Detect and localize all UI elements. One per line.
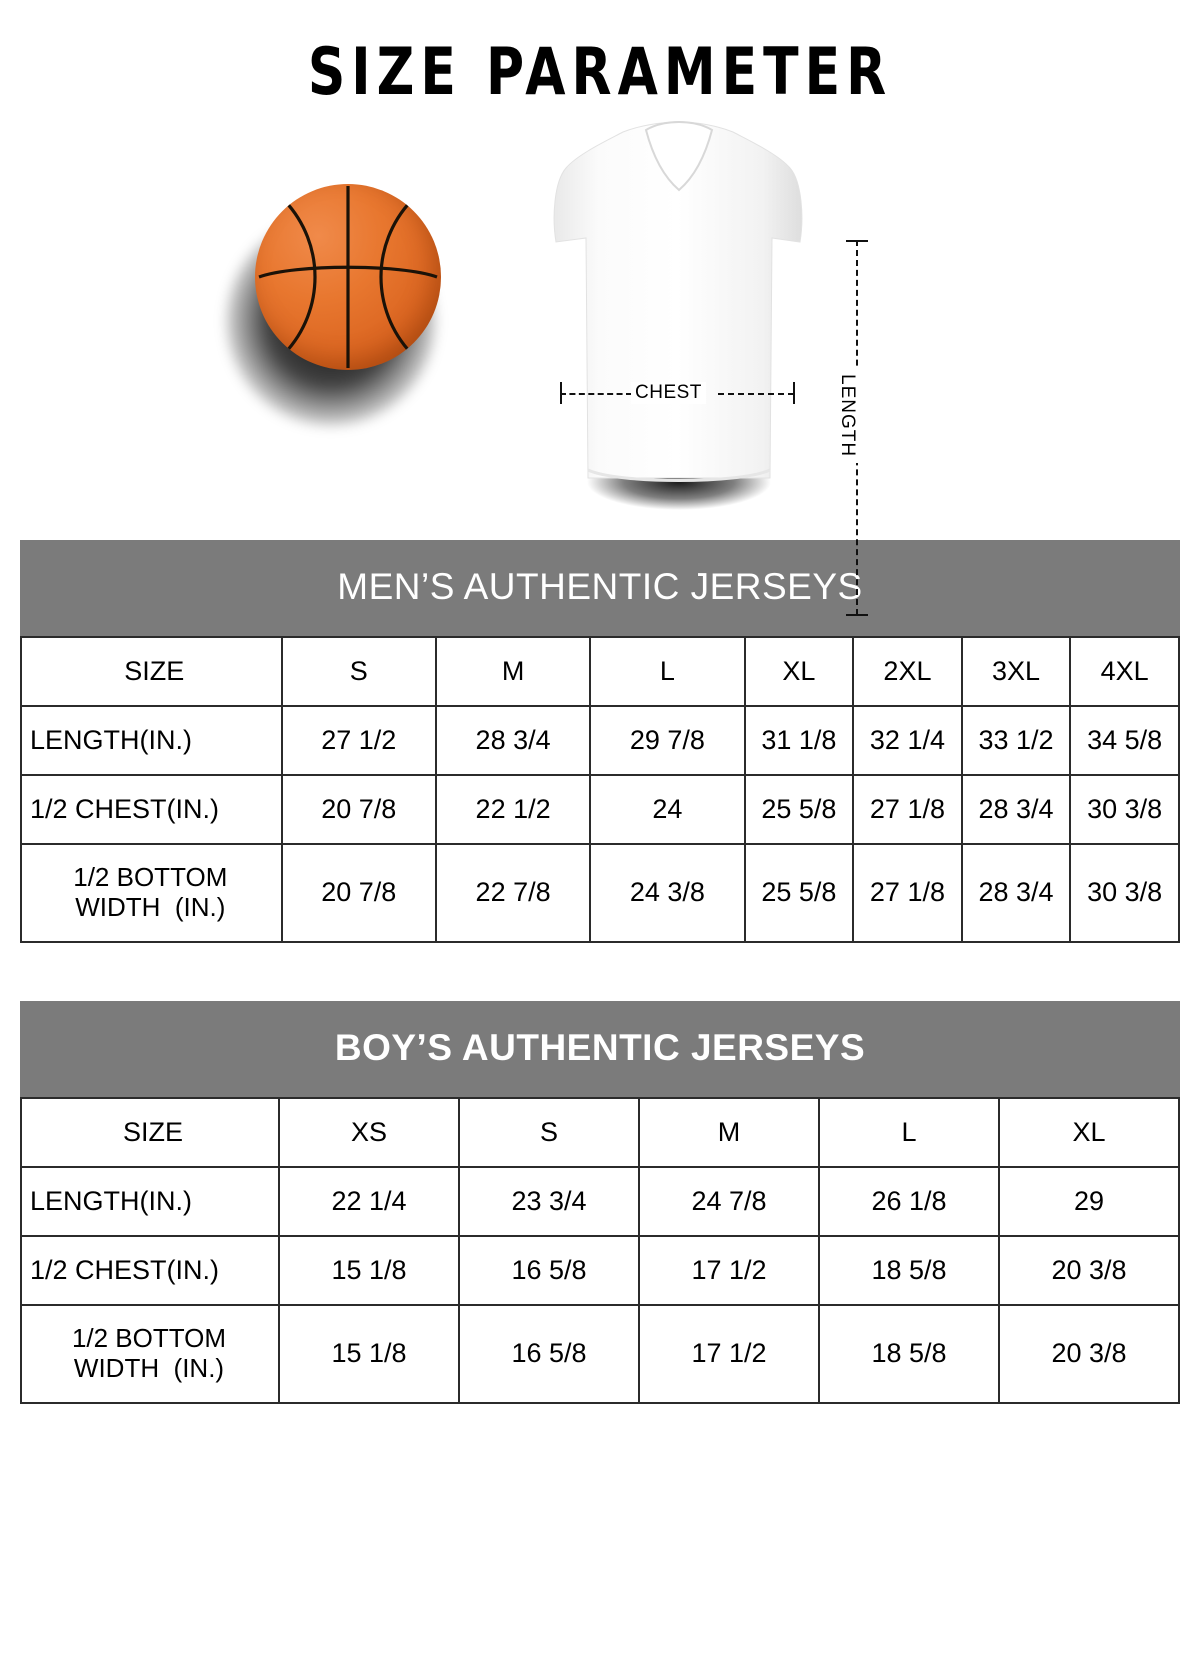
cell-bottom-xl: 25 5/8	[745, 844, 854, 942]
cell-length-s: 23 3/4	[459, 1167, 639, 1236]
basketball-illustration	[212, 170, 482, 440]
col-header-size: SIZE	[21, 1098, 279, 1167]
row-label-line1: 1/2 BOTTOM	[73, 862, 228, 892]
col-header-xl: XL	[999, 1098, 1179, 1167]
row-label-half-bottom-width	[21, 1305, 279, 1403]
chest-cap-right	[793, 382, 795, 404]
row-label-length: LENGTH(IN.)	[21, 706, 282, 775]
col-header-l: L	[590, 637, 744, 706]
cell-length-3xl: 33 1/2	[962, 706, 1071, 775]
cell-bottom-xs: 15 1/8	[279, 1305, 459, 1403]
jersey-shape-icon	[548, 110, 810, 510]
cell-bottom-4xl: 30 3/8	[1070, 844, 1179, 942]
page-title: SIZE PARAMETER	[307, 35, 893, 110]
cell-bottom-m: 17 1/2	[639, 1305, 819, 1403]
length-cap-bottom	[846, 614, 868, 616]
cell-chest-l: 18 5/8	[819, 1236, 999, 1305]
col-header-l: L	[819, 1098, 999, 1167]
cell-length-s: 27 1/2	[282, 706, 436, 775]
col-header-4xl: 4XL	[1070, 637, 1179, 706]
cell-bottom-s: 16 5/8	[459, 1305, 639, 1403]
mens-size-table	[20, 636, 1180, 943]
cell-bottom-xl: 20 3/8	[999, 1305, 1179, 1403]
col-header-xs: XS	[279, 1098, 459, 1167]
chest-line-right	[718, 393, 794, 395]
table-row	[21, 1167, 1179, 1236]
length-label: LENGTH	[836, 368, 858, 463]
cell-bottom-l: 24 3/8	[590, 844, 744, 942]
cell-chest-2xl: 27 1/8	[853, 775, 962, 844]
mens-table-block	[20, 540, 1180, 943]
col-header-m: M	[639, 1098, 819, 1167]
boys-table-block	[20, 1001, 1180, 1404]
cell-length-xl: 29	[999, 1167, 1179, 1236]
basketball-ball	[255, 184, 441, 370]
cell-bottom-2xl: 27 1/8	[853, 844, 962, 942]
cell-chest-s: 20 7/8	[282, 775, 436, 844]
cell-length-m: 28 3/4	[436, 706, 590, 775]
cell-bottom-l: 18 5/8	[819, 1305, 999, 1403]
row-label-line2: WIDTH (IN.)	[75, 891, 226, 922]
cell-length-l: 29 7/8	[590, 706, 744, 775]
col-header-m: M	[436, 637, 590, 706]
cell-length-l: 26 1/8	[819, 1167, 999, 1236]
cell-chest-4xl: 30 3/8	[1070, 775, 1179, 844]
col-header-2xl: 2XL	[853, 637, 962, 706]
chest-label: CHEST	[631, 382, 706, 404]
cell-chest-l: 24	[590, 775, 744, 844]
cell-chest-xl: 20 3/8	[999, 1236, 1179, 1305]
cell-length-4xl: 34 5/8	[1070, 706, 1179, 775]
cell-chest-m: 22 1/2	[436, 775, 590, 844]
table-row	[21, 775, 1179, 844]
cell-chest-m: 17 1/2	[639, 1236, 819, 1305]
cell-chest-xl: 25 5/8	[745, 775, 854, 844]
cell-bottom-m: 22 7/8	[436, 844, 590, 942]
cell-length-m: 24 7/8	[639, 1167, 819, 1236]
cell-length-2xl: 32 1/4	[853, 706, 962, 775]
table-row-header	[21, 637, 1179, 706]
col-header-size: SIZE	[21, 637, 282, 706]
cell-chest-3xl: 28 3/4	[962, 775, 1071, 844]
cell-bottom-s: 20 7/8	[282, 844, 436, 942]
row-label-half-chest: 1/2 CHEST(IN.)	[21, 1236, 279, 1305]
jersey-illustration	[548, 110, 810, 510]
boys-size-table	[20, 1097, 1180, 1404]
table-row	[21, 1305, 1179, 1403]
col-header-xl: XL	[745, 637, 854, 706]
row-label-half-chest: 1/2 CHEST(IN.)	[21, 775, 282, 844]
basketball-seams-icon	[255, 184, 441, 370]
row-label-line1: 1/2 BOTTOM	[71, 1322, 227, 1353]
chest-line-left	[560, 393, 632, 395]
col-header-s: S	[459, 1098, 639, 1167]
cell-length-xl: 31 1/8	[745, 706, 854, 775]
mens-table-header: MEN’S AUTHENTIC JERSEYS	[20, 540, 1180, 636]
table-row	[21, 706, 1179, 775]
illustration-area	[0, 110, 1200, 540]
cell-length-xs: 22 1/4	[279, 1167, 459, 1236]
table-row	[21, 1236, 1179, 1305]
col-header-3xl: 3XL	[962, 637, 1071, 706]
boys-table-header: BOY’S AUTHENTIC JERSEYS	[20, 1001, 1180, 1097]
cell-chest-xs: 15 1/8	[279, 1236, 459, 1305]
row-label-line2: WIDTH (IN.)	[73, 1352, 225, 1383]
cell-chest-s: 16 5/8	[459, 1236, 639, 1305]
row-label-length: LENGTH(IN.)	[21, 1167, 279, 1236]
col-header-s: S	[282, 637, 436, 706]
table-row-header	[21, 1098, 1179, 1167]
table-row	[21, 844, 1179, 942]
cell-bottom-3xl: 28 3/4	[962, 844, 1071, 942]
row-label-half-bottom-width	[21, 844, 282, 942]
